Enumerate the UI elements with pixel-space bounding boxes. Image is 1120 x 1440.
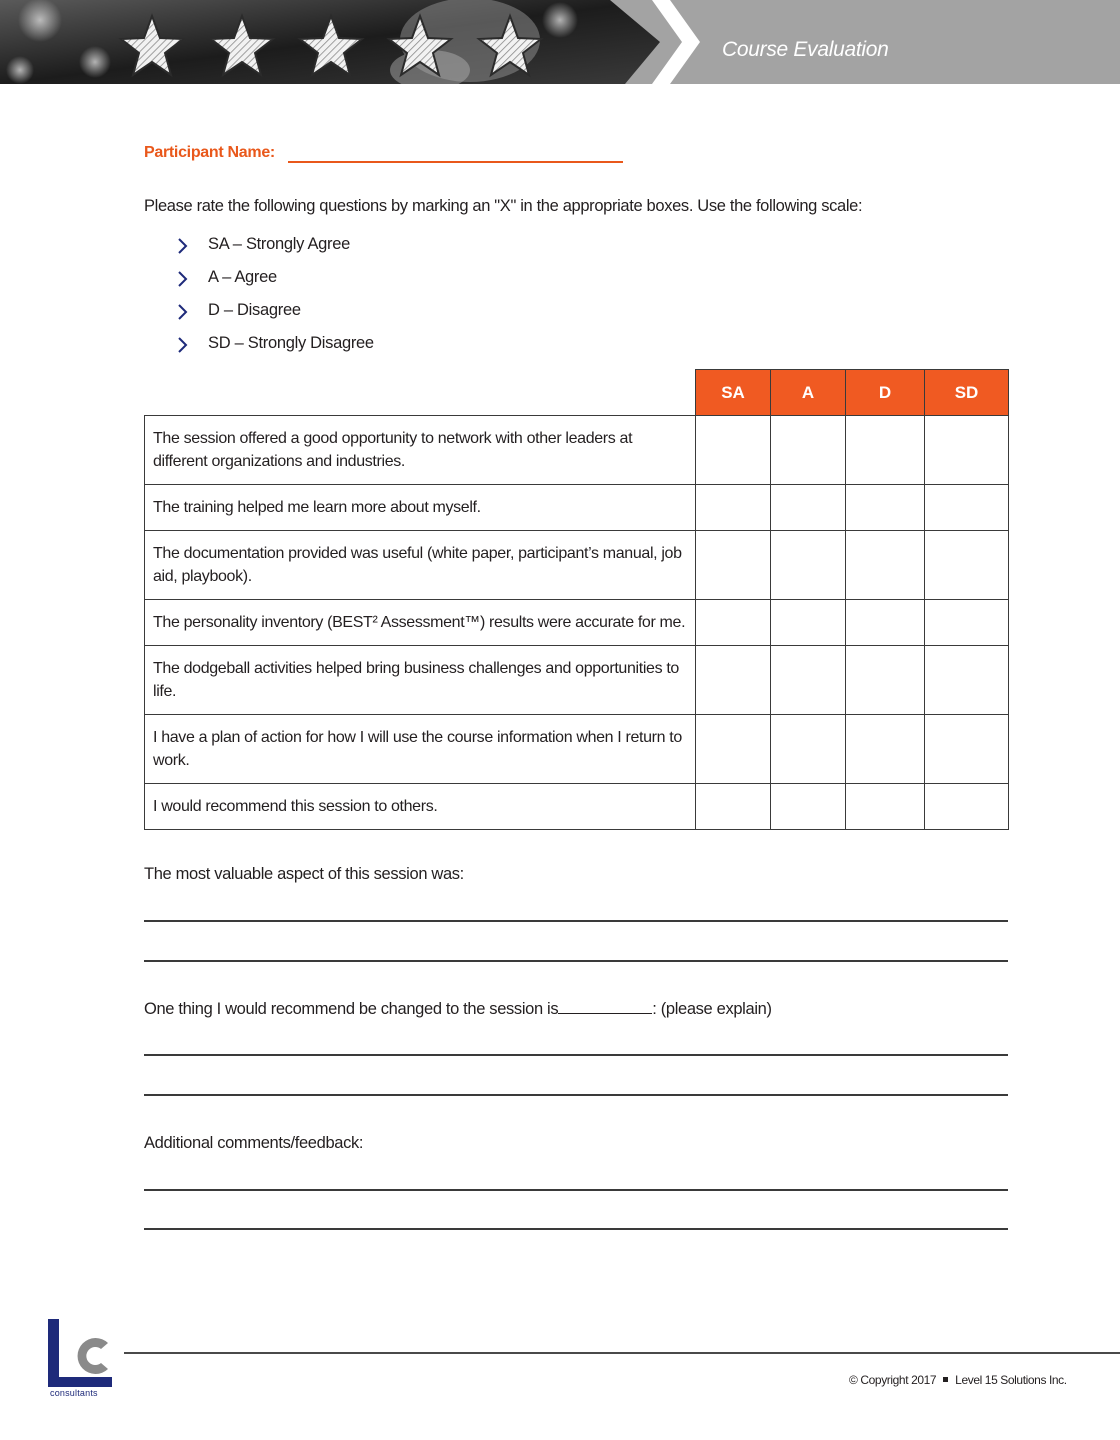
comments-line-1[interactable] bbox=[144, 1189, 1008, 1191]
rating-box-a[interactable] bbox=[771, 784, 846, 830]
rating-box-sd[interactable] bbox=[925, 485, 1009, 531]
rating-box-a[interactable] bbox=[771, 416, 846, 485]
scale-item-label: SA – Strongly Agree bbox=[208, 235, 350, 253]
column-header-d: D bbox=[846, 370, 925, 416]
chevron-right-icon bbox=[176, 238, 188, 254]
question-text: I have a plan of action for how I will use the course information when I return to work. bbox=[145, 715, 696, 784]
rating-box-d[interactable] bbox=[846, 416, 925, 485]
scale-item-label: D – Disagree bbox=[208, 301, 301, 319]
comments-line-2[interactable] bbox=[144, 1228, 1008, 1230]
rating-box-sd[interactable] bbox=[925, 531, 1009, 600]
separator-square bbox=[943, 1377, 948, 1382]
recommend-answer-line-1[interactable] bbox=[144, 1054, 1008, 1056]
rating-box-a[interactable] bbox=[771, 715, 846, 784]
header-banner bbox=[0, 0, 1120, 84]
rating-box-sd[interactable] bbox=[925, 416, 1009, 485]
company-name: Level 15 Solutions Inc. bbox=[955, 1373, 1067, 1387]
question-text: The dodgeball activities helped bring business challenges and opportunities to life. bbox=[145, 646, 696, 715]
logo-text: consultants bbox=[50, 1388, 98, 1398]
rating-box-sa[interactable] bbox=[696, 646, 771, 715]
copyright-notice bbox=[849, 1373, 1067, 1387]
valuable-answer-line-1[interactable] bbox=[144, 920, 1008, 922]
scale-item-label: SD – Strongly Disagree bbox=[208, 334, 374, 352]
footer-divider bbox=[124, 1352, 1120, 1354]
recommend-change-text: One thing I would recommend be changed to the session is bbox=[144, 1000, 559, 1018]
rating-box-d[interactable] bbox=[846, 600, 925, 646]
lc-logo bbox=[46, 1317, 116, 1399]
participant-name-field[interactable] bbox=[288, 161, 623, 163]
rating-box-sd[interactable] bbox=[925, 600, 1009, 646]
header-blank-cell bbox=[145, 370, 696, 416]
table-row bbox=[145, 784, 1009, 830]
comments-label: Additional comments/feedback: bbox=[144, 1134, 364, 1152]
rating-box-sa[interactable] bbox=[696, 715, 771, 784]
rating-box-sd[interactable] bbox=[925, 646, 1009, 715]
rating-box-a[interactable] bbox=[771, 646, 846, 715]
question-text: The documentation provided was useful (white paper, participant’s manual, job aid, playbook). bbox=[145, 531, 696, 600]
rating-box-d[interactable] bbox=[846, 646, 925, 715]
rating-box-sa[interactable] bbox=[696, 784, 771, 830]
instructions-text: Please rate the following questions by marking an "X" in the appropriate boxes. Use the following scale: bbox=[144, 197, 863, 215]
chevron-right-icon bbox=[176, 271, 188, 287]
rating-box-a[interactable] bbox=[771, 531, 846, 600]
valuable-answer-line-2[interactable] bbox=[144, 960, 1008, 962]
table-row bbox=[145, 416, 1009, 485]
rating-box-sa[interactable] bbox=[696, 485, 771, 531]
table-row bbox=[145, 715, 1009, 784]
chevron-right-icon bbox=[176, 337, 188, 353]
column-header-sa: SA bbox=[696, 370, 771, 416]
scale-item-label: A – Agree bbox=[208, 268, 277, 286]
recommend-change-suffix: : (please explain) bbox=[652, 1000, 772, 1018]
recommend-change-label bbox=[144, 999, 772, 1019]
question-text: The personality inventory (BEST² Assessment™) results were accurate for me. bbox=[145, 600, 696, 646]
chevron-right-icon bbox=[176, 304, 188, 320]
rating-box-sd[interactable] bbox=[925, 715, 1009, 784]
rating-box-sa[interactable] bbox=[696, 531, 771, 600]
rating-box-d[interactable] bbox=[846, 531, 925, 600]
column-header-sd: SD bbox=[925, 370, 1009, 416]
recommend-answer-line-2[interactable] bbox=[144, 1094, 1008, 1096]
rating-box-d[interactable] bbox=[846, 715, 925, 784]
recommend-change-blank[interactable] bbox=[558, 999, 652, 1014]
rating-box-sa[interactable] bbox=[696, 600, 771, 646]
table-row bbox=[145, 485, 1009, 531]
participant-name-label: Participant Name: bbox=[144, 144, 275, 161]
rating-box-d[interactable] bbox=[846, 485, 925, 531]
table-header-row bbox=[145, 370, 1009, 416]
question-text: I would recommend this session to others. bbox=[145, 784, 696, 830]
column-header-a: A bbox=[771, 370, 846, 416]
rating-box-sa[interactable] bbox=[696, 416, 771, 485]
page-title: Course Evaluation bbox=[722, 38, 889, 61]
table-row bbox=[145, 600, 1009, 646]
rating-box-sd[interactable] bbox=[925, 784, 1009, 830]
question-text: The training helped me learn more about myself. bbox=[145, 485, 696, 531]
rating-table bbox=[144, 369, 1009, 830]
rating-box-a[interactable] bbox=[771, 485, 846, 531]
valuable-aspect-label: The most valuable aspect of this session was: bbox=[144, 865, 464, 883]
table-row bbox=[145, 646, 1009, 715]
question-text: The session offered a good opportunity to network with other leaders at different organizations and industries. bbox=[145, 416, 696, 485]
rating-box-a[interactable] bbox=[771, 600, 846, 646]
table-row bbox=[145, 531, 1009, 600]
rating-box-d[interactable] bbox=[846, 784, 925, 830]
copyright-text: © Copyright 2017 bbox=[849, 1373, 937, 1387]
